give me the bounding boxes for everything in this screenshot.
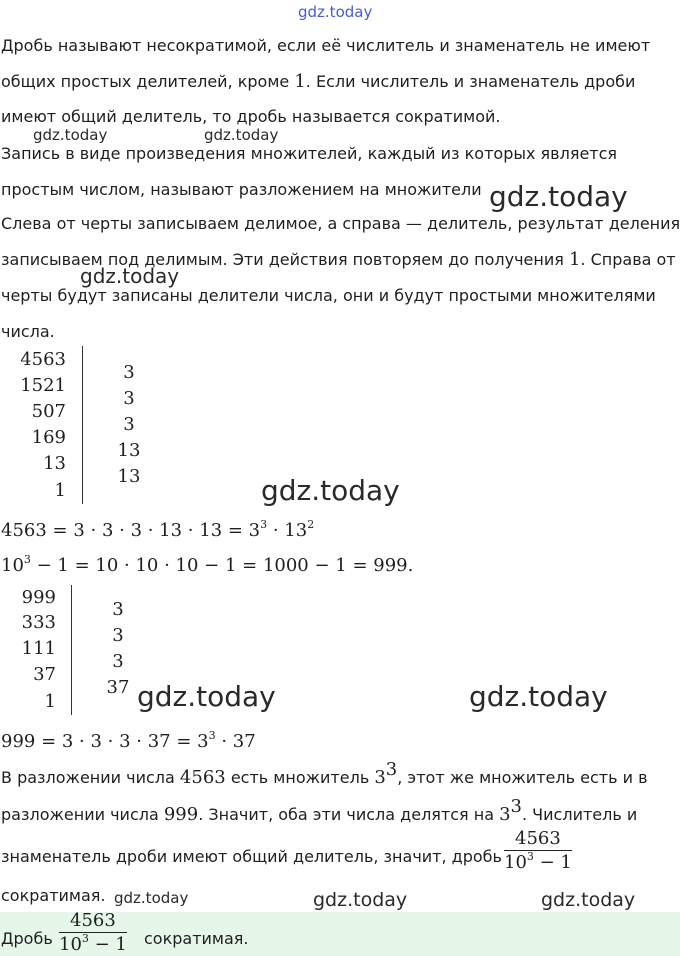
watermark: gdz.today: [541, 889, 636, 911]
conclusion-line3: знаменатель дроби имеют общий делитель, значит, дробь: [1, 847, 502, 866]
paragraph-definition-line2: общих простых делителей, кроме 1. Если числитель и знаменатель дроби: [1, 71, 636, 92]
divisor: 3: [112, 599, 124, 620]
paragraph-method-line2: записываем под делимым. Эти действия повторяем до получения 1. Справа от: [1, 249, 676, 270]
divisor: 3: [123, 362, 135, 383]
watermark: gdz.today: [469, 680, 608, 713]
division-line: [71, 585, 72, 715]
divisor: 3: [112, 651, 124, 672]
fraction-conclusion: $\frac{4563}{10^3 - 1}$: [504, 828, 572, 873]
dividend: 4563: [20, 349, 66, 370]
answer-suffix: сократимая.: [144, 929, 249, 948]
dividend: 13: [43, 453, 66, 474]
dividend: 1: [44, 691, 56, 712]
equation-4563-factorization: $4563 = 3 \cdot 3 \cdot 3 \cdot 13 \cdot 13 = 3^3 \cdot 13^2$: [1, 518, 315, 541]
paragraph-definition-line1: Дробь называют несократимой, если её числитель и знаменатель не имеют: [1, 36, 651, 55]
dividend: 1521: [20, 375, 66, 396]
dividend: 333: [21, 612, 56, 633]
divisor: 13: [117, 440, 141, 461]
divisor: 3: [123, 388, 135, 409]
equation-1000-minus-1: $10^3 - 1 = 10 \cdot 10 \cdot 10 - 1 = 1000 - 1 = 999$.: [1, 553, 414, 576]
equation-999-factorization: $999 = 3 \cdot 3 \cdot 3 \cdot 37 = 3^3 \cdot 37$: [1, 729, 256, 752]
paragraph-method-line3: черты будут записаны делители числа, они и будут простыми множителями: [1, 286, 656, 305]
fraction-answer: $\frac{4563}{10^3 - 1}$: [59, 910, 127, 955]
conclusion-line1: В разложении числа 4563 есть множитель $3^3$, этот же множитель есть и в: [1, 759, 648, 788]
divisor: 37: [106, 677, 130, 698]
watermark-top: gdz.today: [298, 3, 373, 21]
paragraph-method-line4: числа.: [1, 322, 55, 341]
dividend: 111: [21, 638, 56, 659]
divisor: 13: [117, 466, 141, 487]
watermark: gdz.today: [204, 126, 279, 144]
conclusion-line2: разложении числа 999. Значит, оба эти числа делятся на $3^3$. Числитель и: [1, 796, 638, 825]
watermark: gdz.today: [33, 126, 108, 144]
watermark: gdz.today: [313, 889, 408, 911]
watermark: gdz.today: [261, 474, 400, 507]
answer-prefix: Дробь: [1, 929, 53, 948]
paragraph-factorization-line1: Запись в виде произведения множителей, каждый из которых является: [1, 144, 618, 163]
divisor: 3: [123, 414, 135, 435]
divisor: 3: [112, 625, 124, 646]
watermark: gdz.today: [137, 680, 276, 713]
paragraph-definition-line3: имеют общий делитель, то дробь называется сократимой.: [1, 107, 501, 126]
dividend: 37: [33, 664, 56, 685]
paragraph-method-line1: Слева от черты записываем делимое, а справа — делитель, результат деления: [1, 214, 680, 233]
watermark: gdz.today: [489, 180, 628, 213]
dividend: 507: [31, 401, 66, 422]
paragraph-factorization-line2: простым числом, называют разложением на множители: [1, 180, 482, 199]
dividend: 169: [31, 427, 66, 448]
watermark: gdz.today: [114, 889, 189, 907]
conclusion-line4: сократимая.: [1, 886, 106, 905]
dividend: 999: [21, 587, 56, 608]
watermark: gdz.today: [80, 264, 180, 288]
division-line: [82, 346, 83, 504]
dividend: 1: [54, 480, 66, 501]
